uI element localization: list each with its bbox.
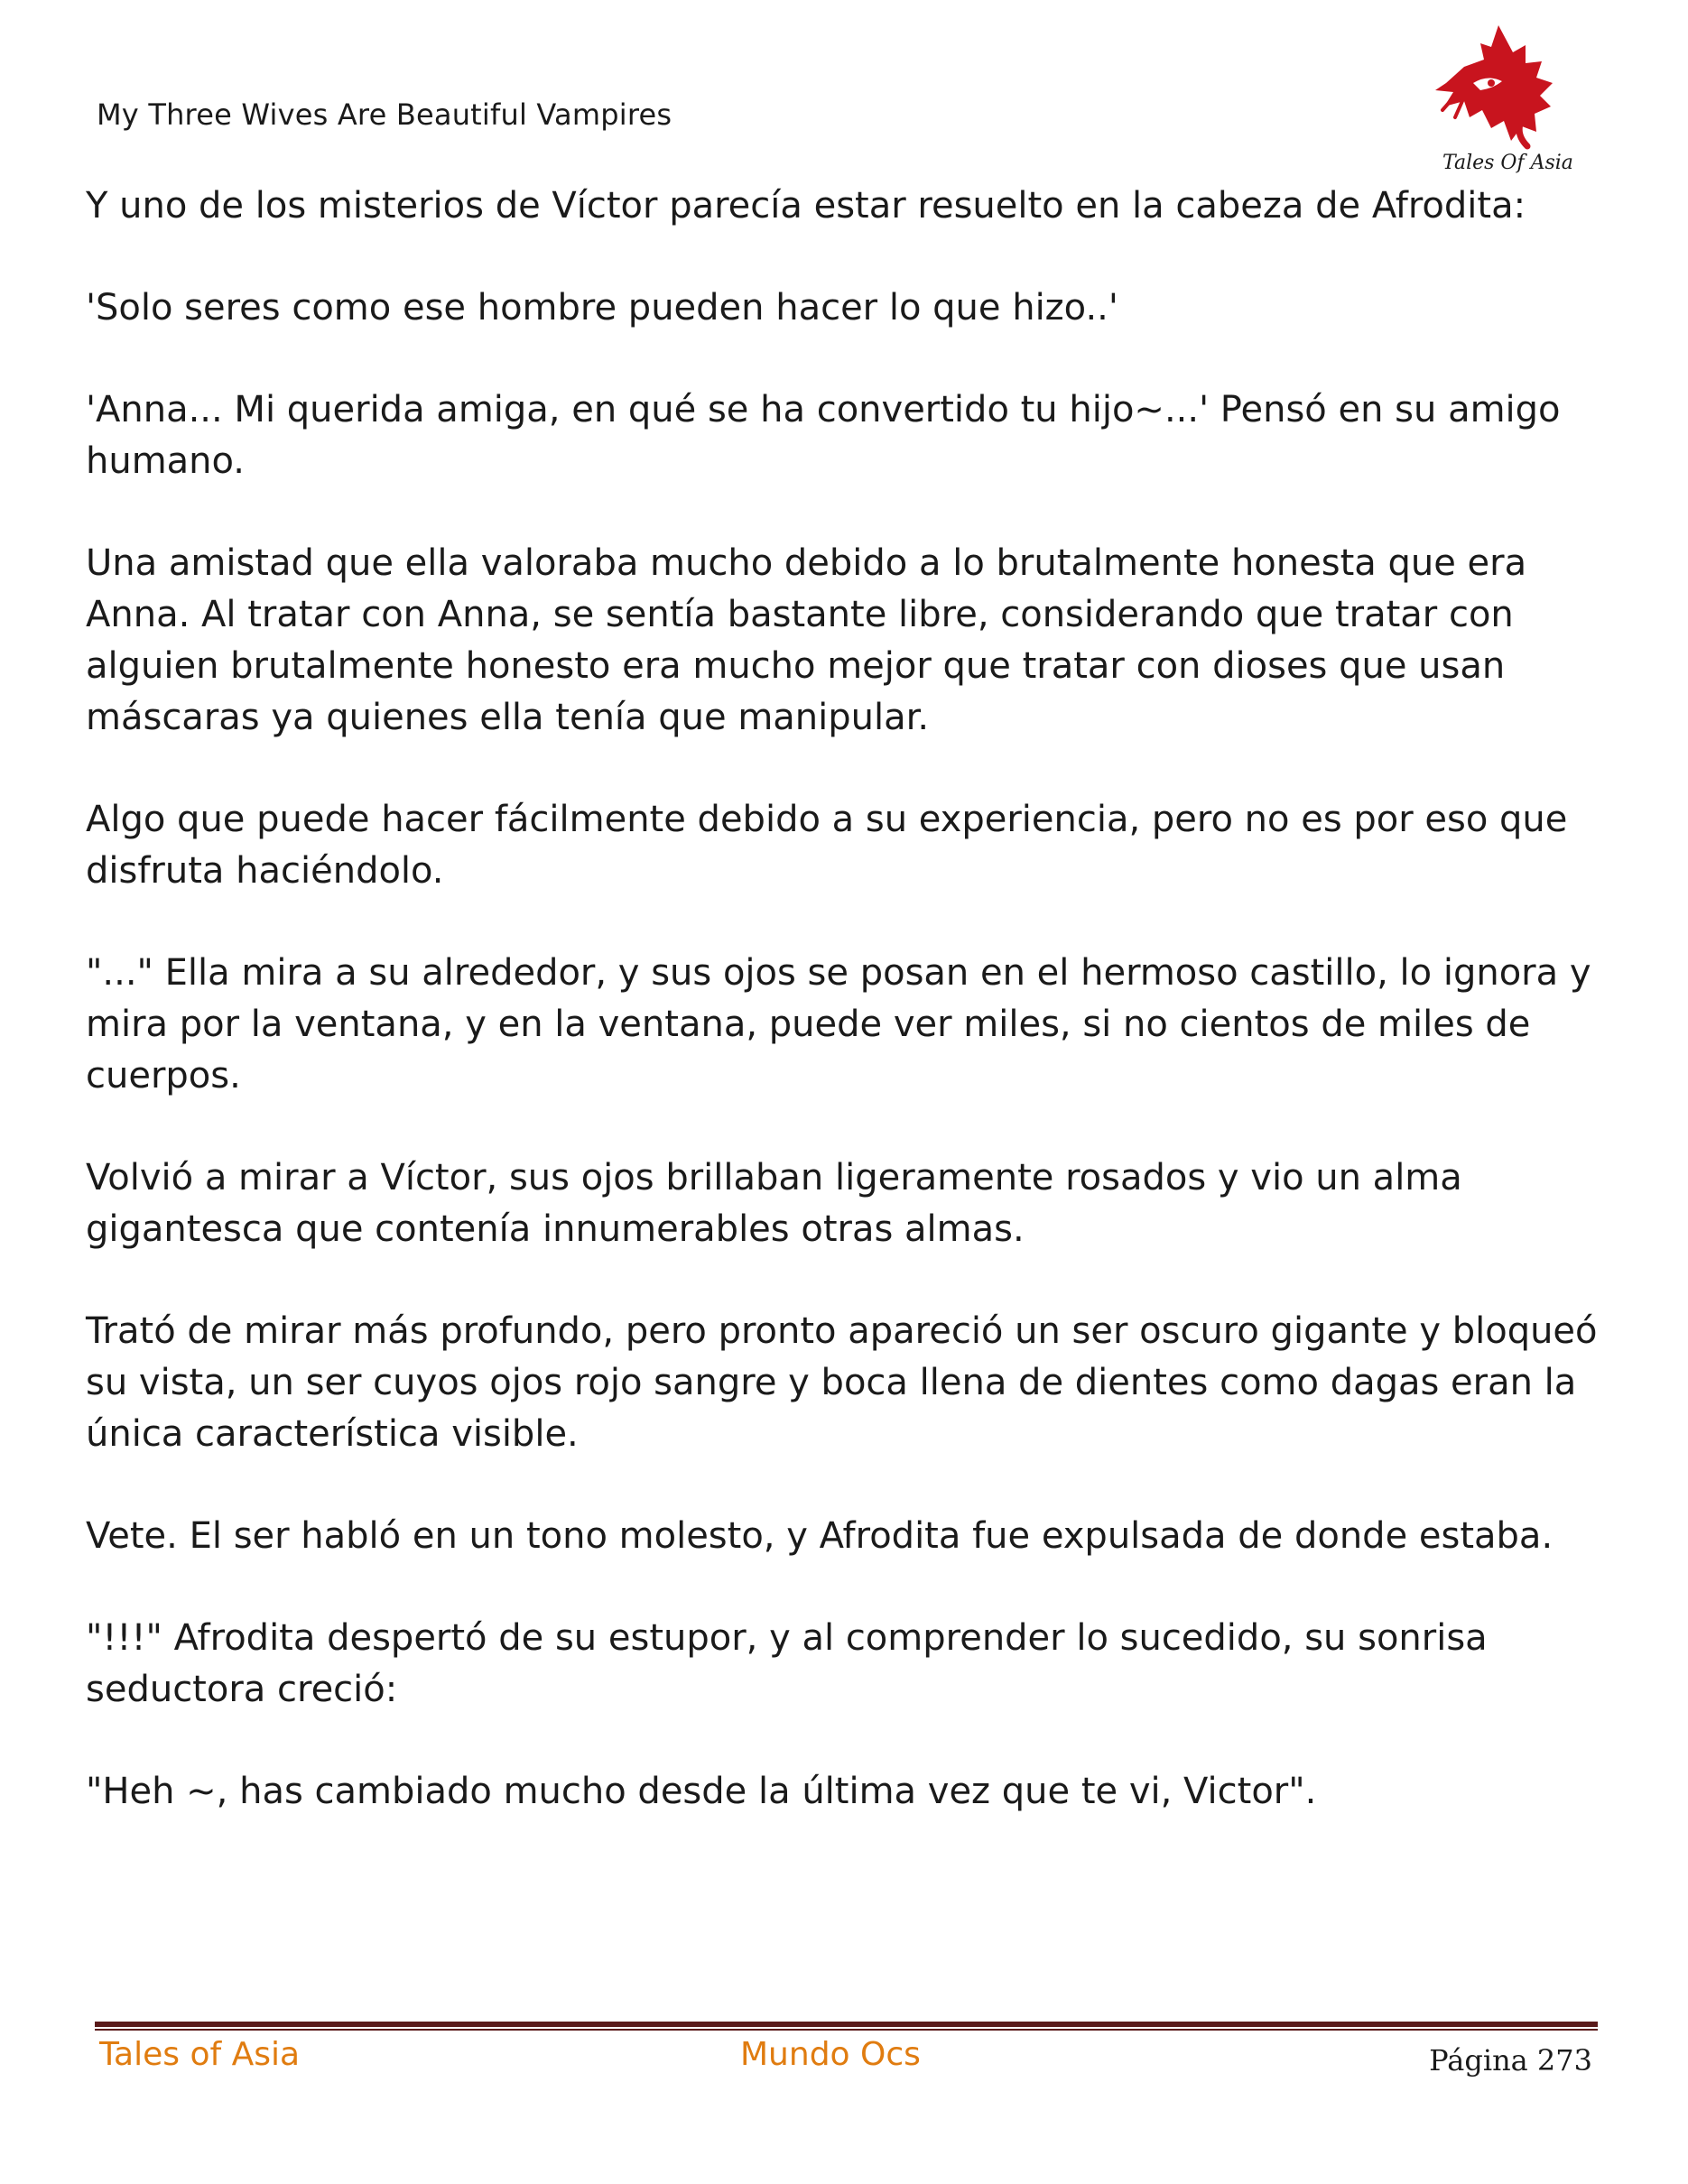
paragraph: Trató de mirar más profundo, pero pronto apareció un ser oscuro gigante y bloqueó su vista, un ser cuyos ojos rojo sangre y boca llena de dientes como dagas eran la única característica visible.	[86, 1310, 1598, 1455]
paragraph: Una amistad que ella valoraba mucho debido a lo brutalmente honesta que era Anna. Al tratar con Anna, se sentía bastante libre, considerando que tratar con alguien brutalmente honesto era mucho mejor que tratar con dioses que usan máscaras ya quienes ella tenía que manipular.	[86, 542, 1527, 738]
paragraph: 'Anna... Mi querida amiga, en qué se ha convertido tu hijo~...' Pensó en su amigo humano.	[86, 389, 1561, 482]
paragraph: Y uno de los misterios de Víctor parecía estar resuelto en la cabeza de Afrodita:	[86, 185, 1526, 227]
footer-divider-thick	[95, 2022, 1598, 2027]
chapter-body	[86, 180, 1620, 1868]
paragraph: Vete. El ser habló en un tono molesto, y Afrodita fue expulsada de donde estaba.	[86, 1515, 1554, 1557]
footer-divider-thin	[95, 2029, 1598, 2031]
paragraph: "Heh ~, has cambiado mucho desde la última vez que te vi, Victor".	[86, 1771, 1317, 1812]
dragon-logo	[1428, 20, 1573, 182]
logo-text: Tales Of Asia	[1442, 152, 1573, 174]
footer-novel-name: Mundo Ocs	[740, 2036, 921, 2073]
paragraph: "..." Ella mira a su alrededor, y sus ojos se posan en el hermoso castillo, lo ignora y mira por la ventana, y en la ventana, puede ver miles, si no cientos de miles de cuerpos.	[86, 952, 1591, 1097]
header-title: My Three Wives Are Beautiful Vampires	[97, 97, 672, 132]
paragraph: 'Solo seres como ese hombre pueden hacer lo que hizo..'	[86, 287, 1118, 329]
footer-divider	[95, 2022, 1598, 2031]
paragraph: "!!!" Afrodita despertó de su estupor, y al comprender lo sucedido, su sonrisa seductora creció:	[86, 1617, 1488, 1710]
footer-page-number: Página 273	[1429, 2043, 1592, 2078]
paragraph: Volvió a mirar a Víctor, sus ojos brillaban ligeramente rosados y vio un alma gigantesca que contenía innumerables otras almas.	[86, 1157, 1462, 1250]
paragraph: Algo que puede hacer fácilmente debido a su experiencia, pero no es por eso que disfruta haciéndolo.	[86, 799, 1568, 892]
footer-site-name: Tales of Asia	[99, 2036, 301, 2073]
